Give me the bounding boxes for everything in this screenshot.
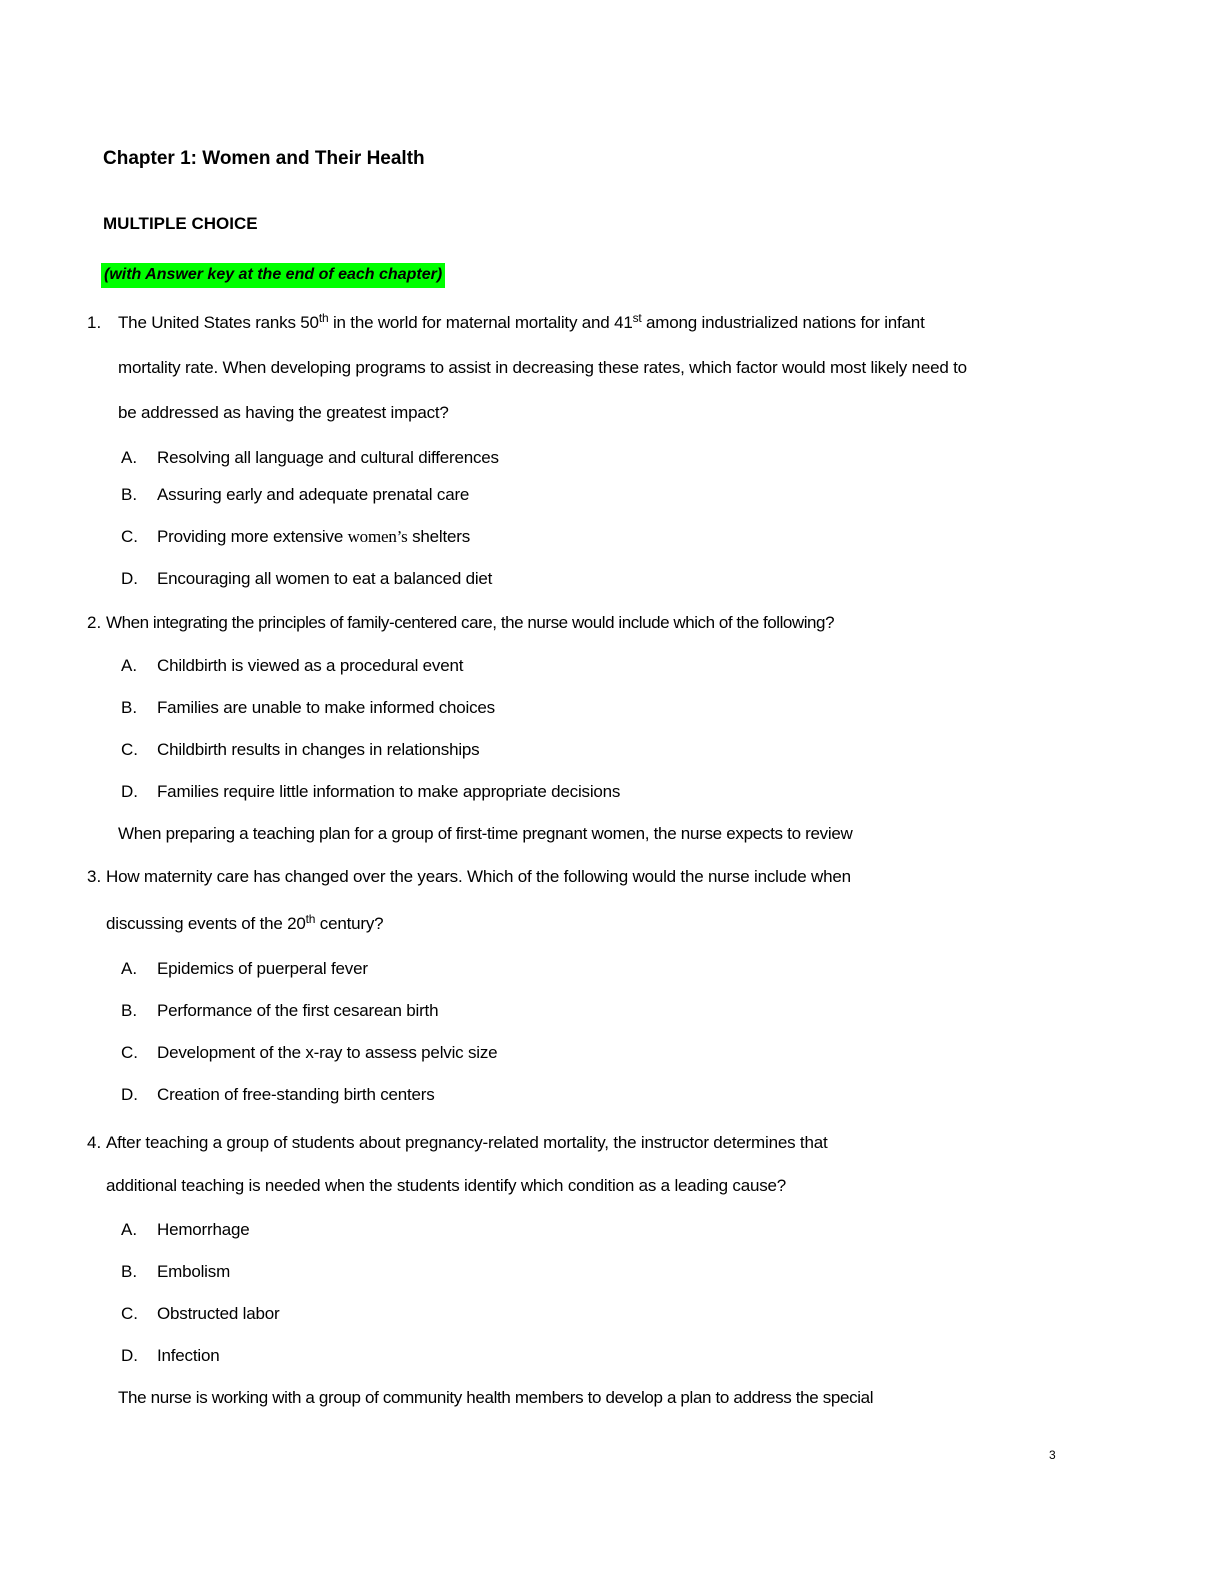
option-letter: B. bbox=[121, 485, 138, 504]
ordinal-suffix: th bbox=[305, 912, 316, 926]
question-text-line: After teaching a group of students about pregnancy-related mortality, the instructor determines that bbox=[106, 1133, 828, 1152]
option-text: Families require little information to make appropriate decisions bbox=[157, 782, 621, 801]
option-text bbox=[157, 527, 470, 547]
option-letter: D. bbox=[121, 1346, 138, 1365]
option-letter: C. bbox=[121, 527, 138, 546]
question-number: 2. bbox=[87, 613, 102, 632]
option-text: Hemorrhage bbox=[157, 1220, 250, 1239]
option-letter: D. bbox=[121, 1085, 138, 1104]
option-text: Obstructed labor bbox=[157, 1304, 280, 1323]
next-question-preamble: The nurse is working with a group of community health members to develop a plan to address the special bbox=[118, 1388, 874, 1407]
question-text-line: When integrating the principles of family-centered care, the nurse would include which of the following? bbox=[106, 613, 835, 632]
option-letter: B. bbox=[121, 1001, 138, 1020]
question-text: century? bbox=[315, 914, 384, 933]
option-text: Infection bbox=[157, 1346, 220, 1365]
option-text-part: Providing more extensive bbox=[157, 527, 348, 546]
option-text: Childbirth results in changes in relationships bbox=[157, 740, 480, 759]
page-number: 3 bbox=[1049, 1448, 1056, 1462]
ordinal-suffix: th bbox=[318, 311, 329, 325]
question-number: 1. bbox=[87, 313, 102, 332]
option-letter: C. bbox=[121, 1043, 138, 1062]
question-text-line: additional teaching is needed when the students identify which condition as a leading cause? bbox=[106, 1176, 787, 1195]
section-heading: MULTIPLE CHOICE bbox=[103, 214, 258, 233]
option-text: Development of the x-ray to assess pelvic size bbox=[157, 1043, 498, 1062]
question-text: in the world for maternal mortality and 41 bbox=[328, 313, 633, 332]
question-text: discussing events of the 20 bbox=[106, 914, 306, 933]
question-number: 3. bbox=[87, 867, 102, 886]
question-text-line: How maternity care has changed over the years. Which of the following would the nurse include when bbox=[106, 867, 851, 886]
question-number: 4. bbox=[87, 1133, 102, 1152]
question-text: The United States ranks 50 bbox=[118, 313, 319, 332]
option-letter: D. bbox=[121, 569, 138, 588]
option-text: Assuring early and adequate prenatal care bbox=[157, 485, 470, 504]
question-preamble: When preparing a teaching plan for a group of first-time pregnant women, the nurse expects to review bbox=[118, 824, 853, 843]
option-letter: A. bbox=[121, 959, 138, 978]
option-text: Creation of free-standing birth centers bbox=[157, 1085, 435, 1104]
option-letter: A. bbox=[121, 448, 138, 467]
option-text-serif: women’s bbox=[347, 527, 408, 546]
option-letter: D. bbox=[121, 782, 138, 801]
option-text: Embolism bbox=[157, 1262, 231, 1281]
option-letter: C. bbox=[121, 740, 138, 759]
chapter-title: Chapter 1: Women and Their Health bbox=[103, 148, 425, 169]
option-letter: B. bbox=[121, 1262, 138, 1281]
question-text-line bbox=[118, 313, 925, 333]
option-text: Resolving all language and cultural differences bbox=[157, 448, 499, 467]
question-text-line: be addressed as having the greatest impact? bbox=[118, 403, 449, 422]
question-text-line bbox=[106, 914, 383, 934]
option-letter: A. bbox=[121, 656, 138, 675]
ordinal-suffix: st bbox=[632, 311, 642, 325]
option-text: Families are unable to make informed choices bbox=[157, 698, 495, 717]
option-text: Performance of the first cesarean birth bbox=[157, 1001, 439, 1020]
answer-key-note: (with Answer key at the end of each chapter) bbox=[101, 263, 445, 288]
option-letter: A. bbox=[121, 1220, 138, 1239]
option-text: Childbirth is viewed as a procedural event bbox=[157, 656, 464, 675]
option-text: Epidemics of puerperal fever bbox=[157, 959, 368, 978]
option-letter: B. bbox=[121, 698, 138, 717]
option-text: Encouraging all women to eat a balanced diet bbox=[157, 569, 493, 588]
option-text-part: shelters bbox=[407, 527, 471, 546]
question-text: among industrialized nations for infant bbox=[641, 313, 925, 332]
option-letter: C. bbox=[121, 1304, 138, 1323]
question-text-line: mortality rate. When developing programs to assist in decreasing these rates, which factor would most likely need to bbox=[118, 358, 967, 377]
